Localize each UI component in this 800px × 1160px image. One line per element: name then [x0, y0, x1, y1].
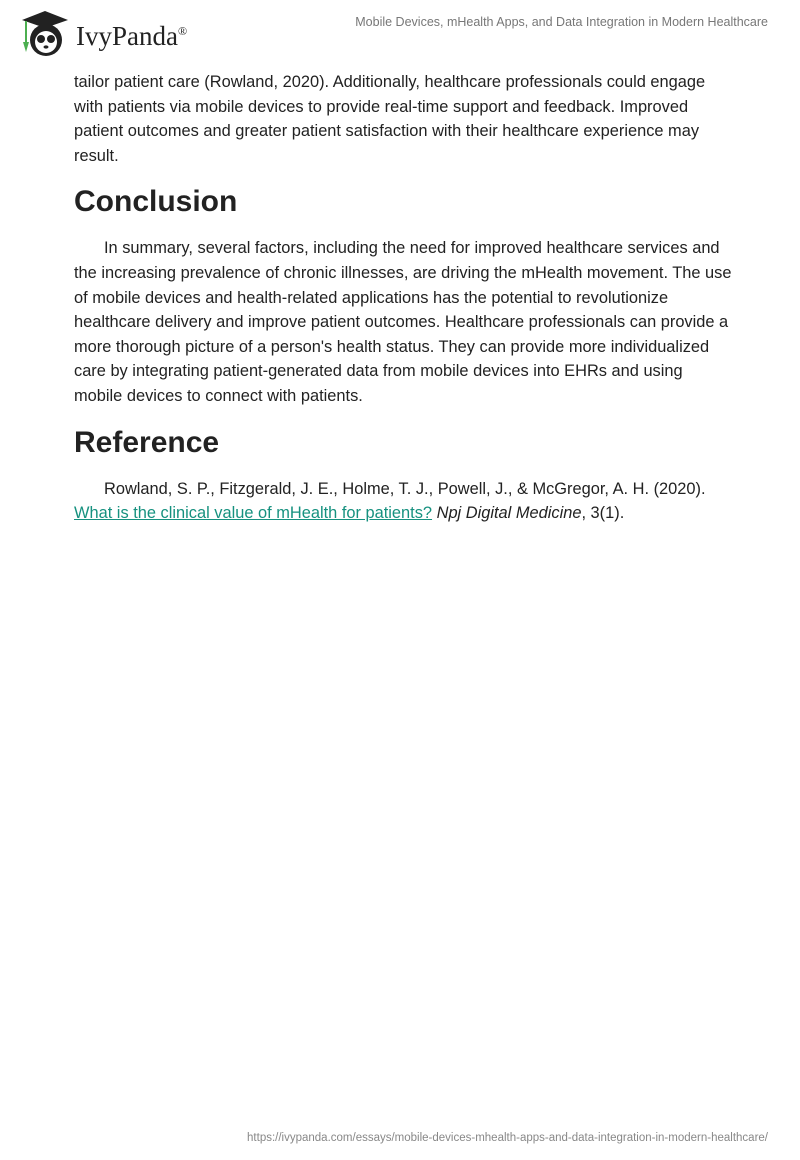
ivypanda-logo[interactable]	[18, 8, 187, 58]
panda-graduate-icon	[18, 8, 70, 58]
reference-link[interactable]: What is the clinical value of mHealth for patients?	[74, 504, 433, 523]
footer-url[interactable]: https://ivypanda.com/essays/mobile-devices-mhealth-apps-and-data-integration-in-modern-healthcare/	[247, 1132, 768, 1144]
conclusion-heading: Conclusion	[74, 185, 238, 219]
intro-paragraph: tailor patient care (Rowland, 2020). Additionally, healthcare professionals could engage with patients via mobile devices to provide real-time support and feedback. Improved patient outcomes and greater patient satisfaction with their healthcare experience may result.	[74, 73, 706, 165]
brand-name: IvyPanda®	[76, 20, 188, 51]
conclusion-paragraph: In summary, several factors, including the need for improved healthcare services and the increasing prevalence of chronic illnesses, are driving the mHealth movement. The use of mobile devices and health-related applications has the potential to revolutionize healthcare delivery and improve patient outcomes. Healthcare professionals can provide a more thorough picture of a person's health status. They can provide more individualized care by integrating patient-generated data from mobile devices into EHRs and using mobile devices to connect with patients.	[74, 239, 732, 405]
journal-name: Npj Digital Medicine	[436, 504, 582, 523]
document-title: Mobile Devices, mHealth Apps, and Data Integration in Modern Healthcare	[355, 15, 768, 29]
reference-heading: Reference	[74, 425, 220, 459]
reference-entry: Rowland, S. P., Fitzgerald, J. E., Holme, T. J., Powell, J., & McGregor, A. H. (2020). What is the clinical value of mHealth for patients? Npj Digital Medicine, 3(1).	[74, 479, 706, 523]
